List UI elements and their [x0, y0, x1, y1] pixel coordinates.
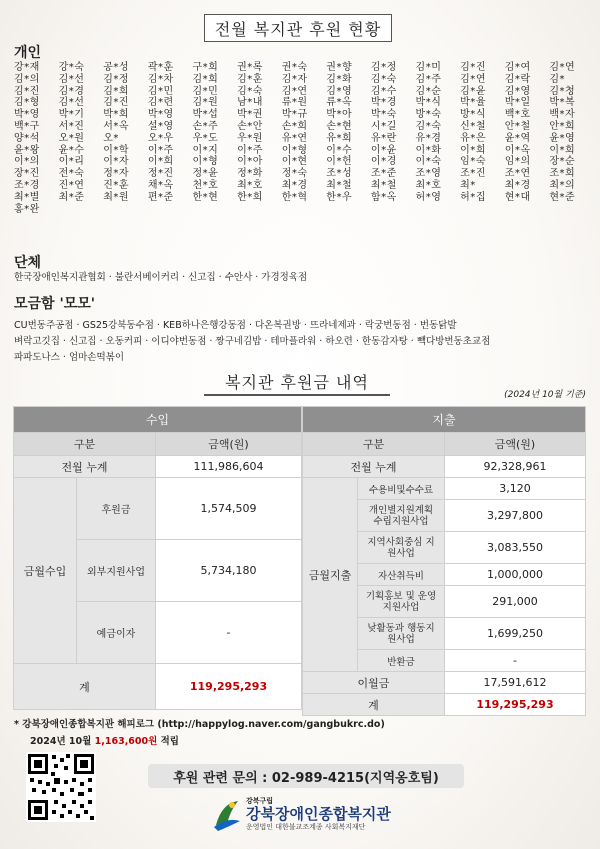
donor-name: 김*희 [103, 85, 129, 97]
donor-name: 정*자 [103, 168, 129, 180]
donor-name: 현*대 [504, 191, 531, 203]
donor-name: 정*윤 [192, 168, 218, 180]
expense-col-category: 구분 [303, 433, 445, 456]
donor-name: 안*철 [504, 120, 531, 132]
donor-name: 김*숙 [237, 85, 263, 97]
donor-name: 이*지 [192, 144, 218, 156]
donor-name: 김*화 [326, 73, 352, 85]
donor-name: 오*우 [147, 132, 174, 144]
donor-name: 구*희 [192, 62, 218, 73]
expense-table [302, 406, 586, 716]
expense-row-value: - [445, 650, 586, 672]
donor-name: 최*경 [504, 179, 531, 191]
income-group-label: 금월수입 [14, 478, 77, 664]
expense-col-amount: 금액(원) [445, 433, 586, 456]
donor-name: 이*옥 [504, 144, 531, 156]
donor-name: 윤*왕 [14, 144, 40, 156]
donor-name: 김*수 [370, 85, 397, 97]
donor-name: 김*락 [504, 73, 531, 85]
donor-name: 김*청 [549, 85, 575, 97]
donor-name: 이*경 [370, 156, 397, 168]
donor-name: 손*희 [281, 120, 308, 132]
donor-name: 양*석 [14, 132, 40, 144]
donor-name: 김*연 [281, 85, 308, 97]
donor-name: 조*준 [370, 168, 397, 180]
donor-name: 오*원 [58, 132, 84, 144]
donor-name: 이*아 [237, 156, 263, 168]
donor-name: 오* [103, 132, 119, 144]
donor-name: 박*숙 [370, 109, 397, 121]
expense-row-value: 3,297,800 [445, 500, 586, 532]
income-total-label: 계 [14, 664, 156, 710]
donor-name: 김*련 [147, 97, 174, 109]
donor-name: 김*진 [103, 97, 129, 109]
donor-name: 박*섭 [192, 109, 218, 121]
donor-name: 안*희 [549, 120, 575, 132]
donor-name: 김*희 [192, 73, 218, 85]
groups-list: 한국장애인복지관협회 · 불란서베이커리 · 신고집 · 수안사 · 가경정육점 [14, 272, 308, 283]
expense-row-label: 낮활동과 행동지원사업 [358, 618, 445, 650]
donor-name: 김*형 [14, 97, 40, 109]
donor-name: 김*영 [326, 85, 352, 97]
donor-name: 이*주 [237, 144, 263, 156]
donor-name: 백*자 [549, 109, 575, 121]
donor-name: 신*철 [460, 120, 486, 132]
expense-row-value: 1,000,000 [445, 564, 586, 586]
donor-name: 김*선 [58, 97, 84, 109]
donor-name: 한*희 [237, 191, 263, 203]
donor-name: 류*원 [281, 97, 308, 109]
donor-name: 최*경 [281, 179, 308, 191]
donor-name: 이*헌 [326, 156, 352, 168]
organization-logo [212, 796, 391, 832]
individual-names-grid [14, 62, 594, 215]
expense-row-label: 기획홍보 및 운영지원사업 [358, 586, 445, 618]
income-prev-value: 111,986,604 [156, 456, 302, 478]
donor-name: 조*연 [504, 168, 531, 180]
donor-name: 시*길 [370, 120, 397, 132]
donor-name: 김*진 [460, 62, 486, 73]
donor-name: 한*우 [326, 191, 352, 203]
donor-name: 이*수 [326, 144, 352, 156]
expense-total-value: 119,295,293 [445, 694, 586, 716]
expense-row-value: 3,120 [445, 478, 586, 500]
donor-name: 김*미 [415, 62, 441, 73]
donor-name: 김*자 [281, 73, 308, 85]
donor-name: 권*숙 [281, 62, 308, 73]
accum-suffix: 적립 [157, 736, 179, 747]
momo-label: 모금함 '모모' [14, 296, 96, 312]
donor-name: 최*철 [326, 179, 352, 191]
donor-name: 임*숙 [460, 156, 486, 168]
donor-name: 이*학 [103, 144, 129, 156]
donor-name: 진*훈 [103, 179, 129, 191]
donor-name: 최*호 [415, 179, 441, 191]
income-row-label: 외부지원사업 [77, 540, 156, 602]
donor-name: 김*민 [147, 85, 174, 97]
donor-name: 박*율 [460, 97, 486, 109]
donor-name: 박*식 [415, 97, 441, 109]
donor-name: 유*란 [370, 132, 397, 144]
income-header: 수입 [14, 407, 302, 433]
expense-group-label: 금월지출 [303, 478, 358, 672]
donor-name: 박*권 [237, 109, 263, 121]
donor-name: 이*희 [549, 144, 575, 156]
income-col-amount: 금액(원) [156, 433, 302, 456]
donor-name: 김*숙 [415, 120, 441, 132]
details-title: 복지관 후원금 내역 [204, 368, 390, 396]
donor-name: 정*숙 [281, 168, 308, 180]
donor-name: 설*영 [147, 120, 174, 132]
qr-code-icon [26, 752, 96, 822]
donor-name: 강*재 [14, 62, 40, 73]
logo-small-text: 강북구립 [246, 797, 274, 805]
donor-name: 박*일 [504, 97, 531, 109]
donor-name: 박*아 [326, 109, 352, 121]
donor-name: 유*연 [281, 132, 308, 144]
donor-name: 김*경 [58, 85, 84, 97]
donor-name: 최*별 [14, 191, 40, 203]
donor-name: 윤*역 [504, 132, 531, 144]
donor-name: 김*정 [370, 62, 397, 73]
donor-name: 김* [549, 73, 566, 85]
donor-name: 백*호 [504, 109, 531, 121]
donor-name: 이*희 [147, 156, 174, 168]
donor-name: 진*연 [58, 179, 84, 191]
expense-row-label: 개인별지원계획 수립지원사업 [358, 500, 445, 532]
donor-name: 박*영 [147, 109, 174, 121]
donor-name: 권*향 [326, 62, 352, 73]
donor-name: 김*주 [415, 73, 441, 85]
donor-name: 유*희 [326, 132, 352, 144]
donor-name: 허*집 [460, 191, 486, 203]
donor-name: 박*경 [370, 97, 397, 109]
income-total-value: 119,295,293 [156, 664, 302, 710]
expense-row-label: 수용비및수수료 [358, 478, 445, 500]
donor-name: 홍*완 [14, 203, 40, 215]
inquiry-banner: 후원 관련 문의 : 02-989-4215(지역옹호팀) [148, 764, 464, 788]
donor-name: 정*화 [237, 168, 263, 180]
accum-amount: 1,163,600원 [94, 736, 158, 747]
donor-name: 손*주 [192, 120, 218, 132]
donor-name: 김*진 [14, 85, 40, 97]
donor-name: 박*기 [58, 109, 84, 121]
donor-name: 김*연 [549, 62, 575, 73]
donor-name: 공*성 [103, 62, 129, 73]
expense-row-label: 지역사회중심 지원사업 [358, 532, 445, 564]
donor-name: 한*혁 [281, 191, 308, 203]
donor-name: 최*철 [370, 179, 397, 191]
momo-line-3: 파파도나스 · 엄마손떡볶이 [14, 352, 125, 363]
momo-line-1: CU번동주공점 · GS25강북동수점 · KEB하나은행강동점 · 다온복권방 · 뜨라네제과 · 락궁번동점 · 번동닭발 [14, 320, 457, 331]
donor-name: 조*성 [326, 168, 352, 180]
income-row-value: 5,734,180 [156, 540, 302, 602]
donor-name: 박*규 [281, 109, 308, 121]
income-col-category: 구분 [14, 433, 156, 456]
income-table [13, 406, 302, 710]
donor-name: 김*차 [147, 73, 174, 85]
donor-name: 최* [460, 179, 476, 191]
donor-name: 최*호 [237, 179, 263, 191]
expense-row-value: 3,083,550 [445, 532, 586, 564]
expense-prev-label: 전월 누계 [303, 456, 445, 478]
qr-code[interactable] [26, 752, 96, 822]
donor-name: 이*리 [58, 156, 84, 168]
donor-name: 유*은 [460, 132, 486, 144]
donor-name: 김*정 [103, 73, 129, 85]
expense-row-value: 291,000 [445, 586, 586, 618]
donor-name: 박*영 [14, 109, 40, 121]
donor-name: 유*경 [415, 132, 441, 144]
income-row-label: 후원금 [77, 478, 156, 540]
donor-name: 김*숙 [370, 73, 397, 85]
income-row-label: 예금이자 [77, 602, 156, 664]
expense-row-label: 반환금 [358, 650, 445, 672]
donor-name: 채*옥 [147, 179, 174, 191]
donor-name: 조*희 [549, 168, 575, 180]
donor-name: 최*의 [549, 179, 575, 191]
donor-name: 조*경 [14, 179, 40, 191]
donor-name: 이*숙 [415, 156, 441, 168]
donor-name: 이*의 [14, 156, 40, 168]
donor-name: 박*복 [549, 97, 575, 109]
donor-name: 남*내 [237, 97, 263, 109]
donor-name: 최*원 [103, 191, 129, 203]
donor-name: 김*선 [58, 73, 84, 85]
expense-row-value: 1,699,250 [445, 618, 586, 650]
expense-carry-label: 이월금 [303, 672, 445, 694]
donor-name: 이*주 [147, 144, 174, 156]
income-prev-label: 전월 누계 [14, 456, 156, 478]
donor-name: 박*희 [103, 109, 129, 121]
donor-name: 이*자 [103, 156, 129, 168]
logo-sub-text: 운영법인 대한불교조계종 사회복지재단 [246, 823, 366, 831]
groups-label: 단체 [14, 255, 42, 271]
donor-name: 김*원 [192, 97, 218, 109]
happylog-note: * 강북장애인종합복지관 해피로그 (http://happylog.naver.com/gangbukrc.do) [14, 719, 385, 730]
donor-name: 권*록 [237, 62, 263, 73]
momo-line-2: 벼락고깃집 · 신고집 · 오동커피 · 이디야번동점 · 짱구네김밥 · 테마플라워 · 하오련 · 한동감자탕 · 빽다방번동초교점 [14, 336, 491, 347]
donor-name: 전*숙 [58, 168, 84, 180]
donor-name: 우*원 [237, 132, 263, 144]
donor-name: 편*준 [147, 191, 174, 203]
donor-name: 이*희 [460, 144, 486, 156]
donor-name: 서*옥 [103, 120, 129, 132]
donor-name: 류*옥 [326, 97, 352, 109]
donor-name: 장*진 [14, 168, 40, 180]
donor-name: 김*영 [504, 85, 531, 97]
donor-name: 서*진 [58, 120, 84, 132]
donor-name: 윤*수 [58, 144, 84, 156]
donor-name: 손*현 [326, 120, 352, 132]
donor-name: 천*호 [192, 179, 218, 191]
accumulation-note [30, 733, 179, 747]
donor-name: 임*의 [504, 156, 531, 168]
expense-carry-value: 17,591,612 [445, 672, 586, 694]
donor-name: 백*구 [14, 120, 40, 132]
donor-name: 곽*훈 [147, 62, 174, 73]
expense-row-label: 자산취득비 [358, 564, 445, 586]
donor-name: 강*숙 [58, 62, 84, 73]
donor-name: 손*안 [237, 120, 263, 132]
accum-prefix: 2024년 10월 [30, 736, 95, 747]
donor-name: 정*진 [147, 168, 174, 180]
donor-name: 조*진 [460, 168, 486, 180]
donor-name: 장*순 [549, 156, 575, 168]
donor-name: 조*영 [415, 168, 441, 180]
donor-name: 함*옥 [370, 191, 397, 203]
donor-name: 최*준 [58, 191, 84, 203]
income-row-value: 1,574,509 [156, 478, 302, 540]
donor-name: 이*윤 [370, 144, 397, 156]
expense-total-label: 계 [303, 694, 445, 716]
donor-name: 김*윤 [460, 85, 486, 97]
donor-name: 윤*영 [549, 132, 575, 144]
donor-name: 이*형 [281, 144, 308, 156]
donor-name: 이*형 [192, 156, 218, 168]
donor-name: 허*영 [415, 191, 441, 203]
donor-name: 김*민 [192, 85, 218, 97]
as-of-date: (2024년 10월 기준) [504, 390, 586, 400]
donor-name: 이*현 [281, 156, 308, 168]
donor-name: 김*여 [504, 62, 531, 73]
logo-emblem-icon [212, 797, 242, 831]
page-title: 전월 복지관 후원 현황 [204, 14, 392, 42]
income-row-value: - [156, 602, 302, 664]
donor-name: 한*현 [192, 191, 218, 203]
individual-label: 개인 [14, 45, 42, 61]
donor-name: 김*연 [460, 73, 486, 85]
donor-name: 방*숙 [415, 109, 441, 121]
donor-name: 김*훈 [237, 73, 263, 85]
donor-name: 김*의 [14, 73, 40, 85]
expense-prev-value: 92,328,961 [445, 456, 586, 478]
donor-name: 김*순 [415, 85, 441, 97]
expense-header: 지출 [303, 407, 586, 433]
logo-main-text: 강북장애인종합복지관 [246, 805, 391, 823]
donor-name: 이*화 [415, 144, 441, 156]
donor-name: 현*준 [549, 191, 575, 203]
donor-name: 우*도 [192, 132, 218, 144]
donor-name: 방*식 [460, 109, 486, 121]
